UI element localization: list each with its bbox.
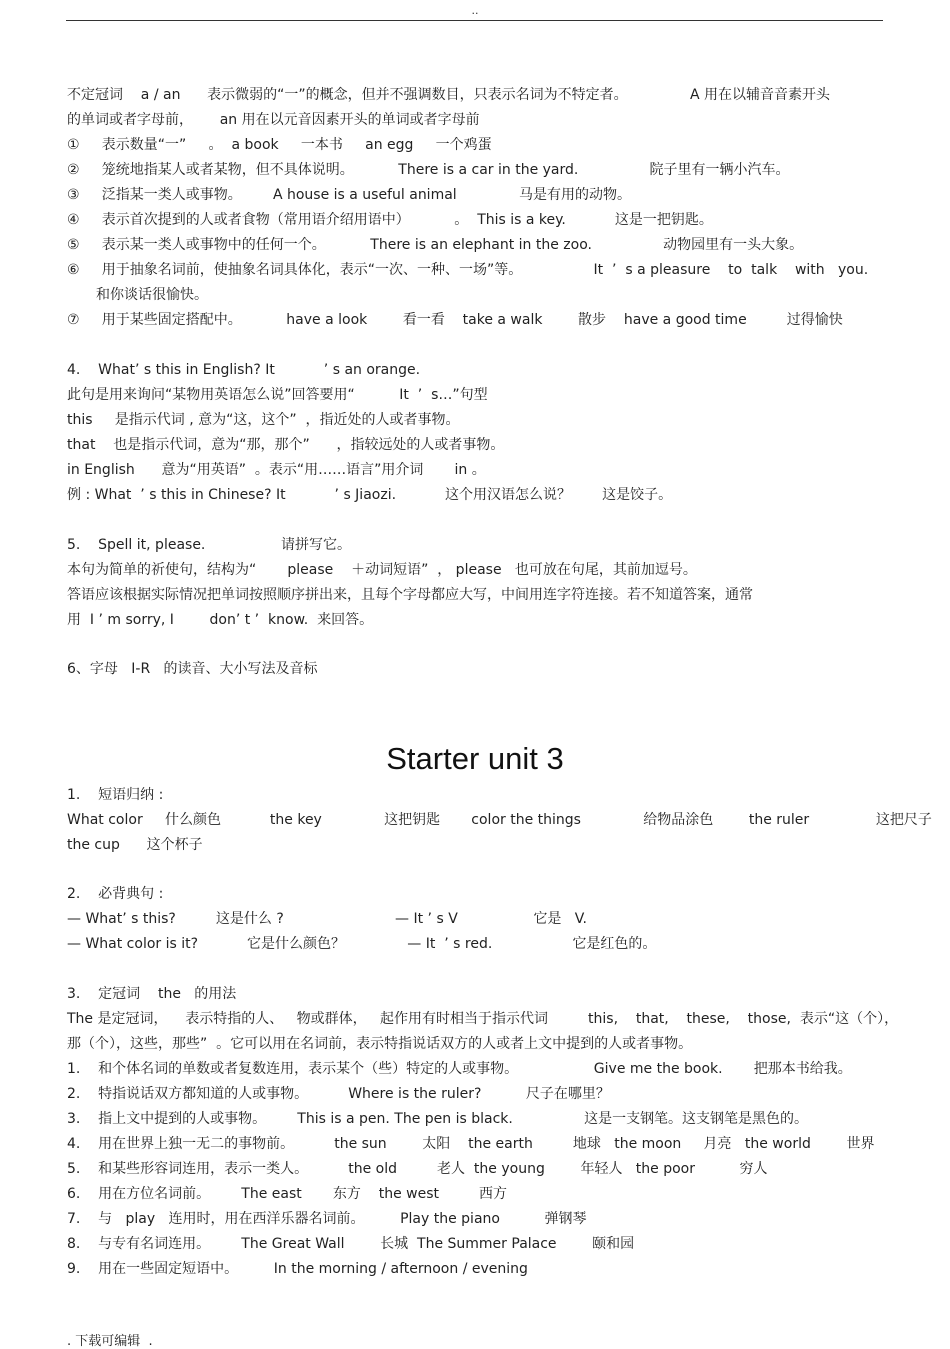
text-line: the cup 这个杯子 — [67, 837, 203, 853]
unit-title: Starter unit 3 — [386, 741, 564, 776]
text-line: 本句为简单的祈使句，结构为“ please ＋动词短语” ， please 也可放在句尾，其前加逗号。 — [67, 562, 697, 578]
text-line: that 也是指示代词，意为“那，那个” ，指较远处的人或者事物。 — [67, 437, 505, 453]
list-item: ⑦ 用于某些固定搭配中。 have a look 看一看 take a walk 散步 have a good time 过得愉快 — [67, 312, 843, 328]
list-item: ② 笼统地指某人或者某物，但不具体说明。 There is a car in the yard. 院子里有一辆小汽车。 — [67, 162, 790, 178]
page-footer: . 下载可编辑 . — [67, 1334, 153, 1349]
list-item: ⑥ 用于抽象名词前，使抽象名词具体化，表示“一次、一种、一场”等。 It ’ s a pleasure to talk with you. — [67, 262, 869, 278]
section-heading: 3. 定冠词 the 的用法 — [67, 986, 237, 1002]
text-line: 用 I ’ m sorry, I don’ t ’ know. 来回答。 — [67, 612, 374, 628]
section-heading: 4. What’ s this in English? It ’ s an orange. — [67, 362, 421, 378]
text-line: 此句是用来询问“某物用英语怎么说”回答要用“ It ’ s…”句型 — [67, 387, 488, 403]
text-line: — What’ s this? 这是什么 ? — It ’ s V 它是 V. — [67, 911, 588, 927]
text-line: 答语应该根据实际情况把单词按照顺序拼出来，且每个字母都应大写，中间用连字符连接。若不知道答案，通常 — [67, 587, 753, 603]
list-item: 4. 用在世界上独一无二的事物前。 the sun 太阳 the earth 地球 the moon 月亮 the world 世界 — [67, 1136, 875, 1152]
list-item-continuation: 和你谈话很愉快。 — [96, 287, 208, 303]
text-line: 的单词或者字母前， an 用在以元音因素开头的单词或者字母前 — [67, 112, 480, 128]
list-item: 9. 用在一些固定短语中。 In the morning / afternoon / evening — [67, 1261, 528, 1277]
list-item: ⑤ 表示某一类人或事物中的任何一个。 There is an elephant in the zoo. 动物园里有一头大象。 — [67, 237, 804, 253]
list-item: 5. 和某些形容词连用，表示一类人。 the old 老人 the young 年轻人 the poor 穷人 — [67, 1161, 768, 1177]
text-line: 那（个），这些，那些” 。它可以用在名词前，表示特指说话双方的人或者上文中提到的人或者事物。 — [67, 1036, 693, 1052]
section-heading: 2. 必背典句 : — [67, 886, 164, 902]
header-rule — [66, 20, 883, 21]
text-line: What color 什么颜色 the key 这把钥匙 color the things 给物品涂色 the ruler 这把尺子 — [67, 812, 932, 828]
list-item: 6. 用在方位名词前。 The east 东方 the west 西方 — [67, 1186, 508, 1202]
list-item: ① 表示数量“一” 。 a book 一本书 an egg 一个鸡蛋 — [67, 137, 492, 153]
header-dots: .. — [471, 4, 479, 17]
text-line: 不定冠词 a / an 表示微弱的“一”的概念，但并不强调数目，只表示名词为不特定者。 A 用在以辅音音素开头 — [67, 87, 830, 103]
list-item: 7. 与 play 连用时，用在西洋乐器名词前。 Play the piano 弹钢琴 — [67, 1211, 587, 1227]
list-item: ③ 泛指某一类人或事物。 A house is a useful animal 马是有用的动物。 — [67, 187, 631, 203]
list-item: 8. 与专有名词连用。 The Great Wall 长城 The Summer Palace 颐和园 — [67, 1236, 635, 1252]
text-line: in English 意为“用英语” 。表示“用……语言”用介词 in 。 — [67, 462, 486, 478]
text-line: The 是定冠词， 表示特指的人、 物或群体， 起作用有时相当于指示代词 this, that, these, those, 表示“这（个）， — [67, 1011, 899, 1027]
section-heading: 5. Spell it, please. 请拼写它。 — [67, 537, 352, 553]
section-heading: 1. 短语归纳 : — [67, 787, 164, 803]
text-line: — What color is it? 它是什么颜色？ — It ’ s red. 它是红色的。 — [67, 936, 657, 952]
list-item: ④ 表示首次提到的人或者食物（常用语介绍用语中） 。 This is a key. 这是一把钥匙。 — [67, 212, 713, 228]
section-heading: 6、字母 I-R 的读音、大小写法及音标 — [67, 661, 318, 677]
list-item: 2. 特指说话双方都知道的人或事物。 Where is the ruler? 尺子在哪里？ — [67, 1086, 610, 1102]
list-item: 1. 和个体名词的单数或者复数连用，表示某个（些）特定的人或事物。 Give me the book. 把那本书给我。 — [67, 1061, 852, 1077]
list-item: 3. 指上文中提到的人或事物。 This is a pen. The pen is black. 这是一支钢笔。这支钢笔是黑色的。 — [67, 1111, 809, 1127]
text-line: this 是指示代词 , 意为“这，这个” ，指近处的人或者事物。 — [67, 412, 460, 428]
text-line: 例 : What ’ s this in Chinese? It ’ s Jiaozi. 这个用汉语怎么说？ 这是饺子。 — [67, 487, 673, 503]
